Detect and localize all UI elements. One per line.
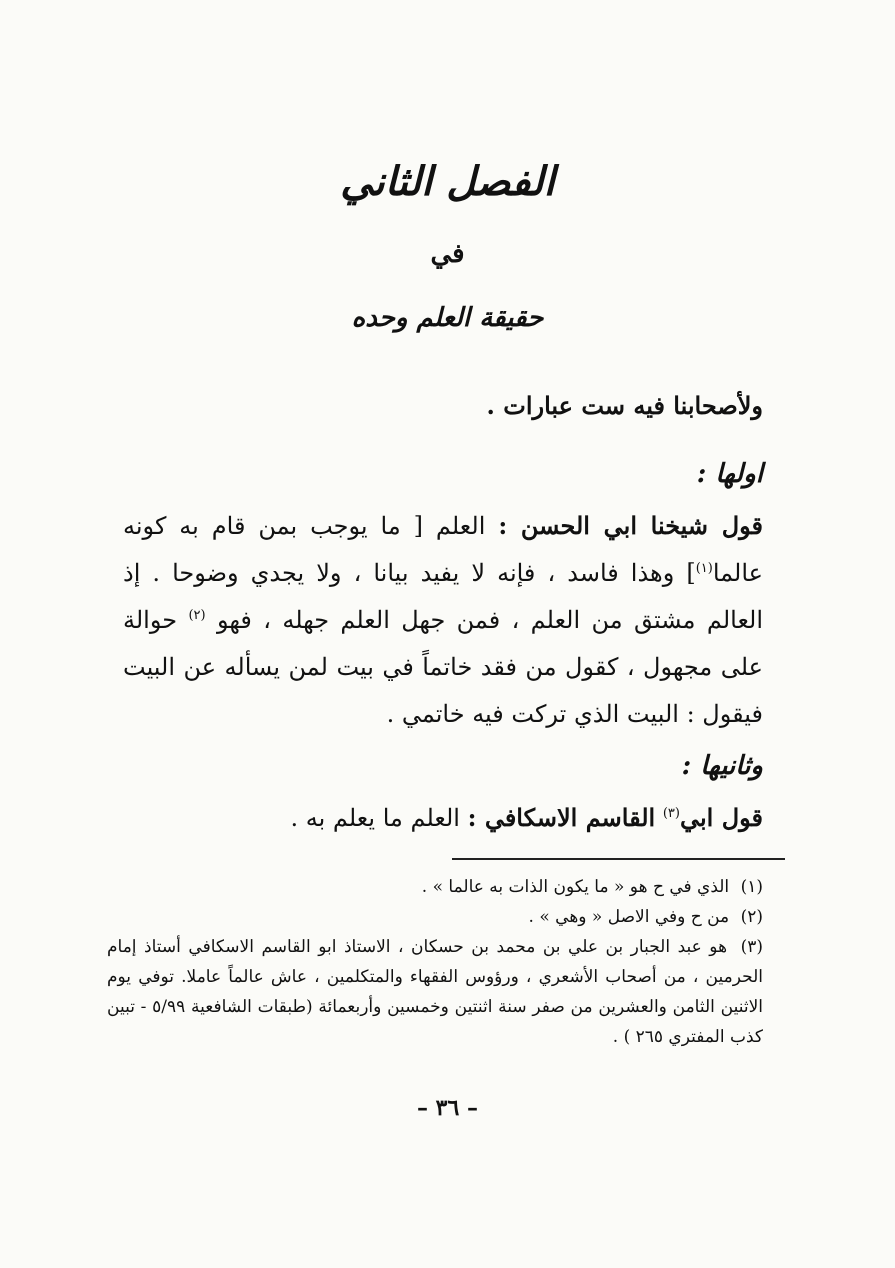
footnote-number: (١)	[740, 877, 763, 897]
paragraph-text: العلم ما يعلم به .	[290, 804, 460, 832]
section-paragraph-first	[123, 502, 763, 738]
footnote	[107, 902, 763, 932]
paragraph-lead: القاسم الاسكافي :	[467, 803, 656, 832]
section-heading-second: وثانيها :	[681, 751, 763, 781]
footnote-ref[interactable]: (١)	[695, 561, 713, 576]
paragraph-text: ] وهذا فاسد ، فإنه لا يفيد بيانا ، ولا يجدي وضوحا . إذ العالم مشتق من العلم ، فمن جهل العلم جهله ، فهو	[123, 559, 764, 634]
page-number: – ٣٦ –	[417, 1095, 478, 1121]
footnote-number: (٢)	[740, 907, 763, 927]
footnote-ref[interactable]: (٣)	[662, 806, 680, 821]
footnote-number: (٣)	[740, 937, 764, 957]
footnote-text: هو عبد الجبار بن علي بن محمد بن حسكان ، الاستاذ ابو القاسم الاسكافي أستاذ إمام الحرمين ، من أصحاب الأشعري ، ورؤوس الفقهاء والمتكلمين ، عاش عالماً عاملا. توفي يوم الاثنين الثامن والعشرين من صفر سنة اثنتين وخمسين وأربعمائة (طبقات الشافعية ٥/٩٩ - تبين كذب المفتري ٢٦٥ ) .	[107, 937, 763, 1047]
section-paragraph-second	[123, 800, 763, 836]
section-heading-first: اولها :	[696, 459, 763, 489]
chapter-subtitle: حقيقة العلم وحده	[351, 303, 544, 333]
chapter-title: الفصل الثاني	[340, 158, 555, 205]
footnote	[107, 872, 763, 902]
footnote-divider	[452, 858, 785, 860]
intro-paragraph: ولأصحابنا فيه ست عبارات .	[486, 391, 763, 420]
footnote	[107, 932, 763, 1052]
paragraph-text: العلم [ ما يوجب بمن قام به كونه عالما	[123, 512, 763, 587]
paragraph-text: حوالة على مجهول ، كقول من فقد خاتماً في بيت لمن يسأله عن البيت فيقول : البيت الذي تركت فيه خاتمي .	[123, 606, 763, 728]
footnote-ref[interactable]: (٢)	[188, 608, 206, 623]
paragraph-lead: قول شيخنا ابي الحسن :	[498, 511, 763, 540]
footnote-text: الذي في ح هو « ما يكون الذات به عالما » .	[421, 877, 730, 897]
footnotes	[107, 872, 763, 1052]
chapter-preposition: في	[430, 239, 465, 269]
footnote-text: من ح وفي الاصل « وهي » .	[528, 907, 730, 927]
paragraph-lead: قول ابي	[679, 803, 763, 832]
